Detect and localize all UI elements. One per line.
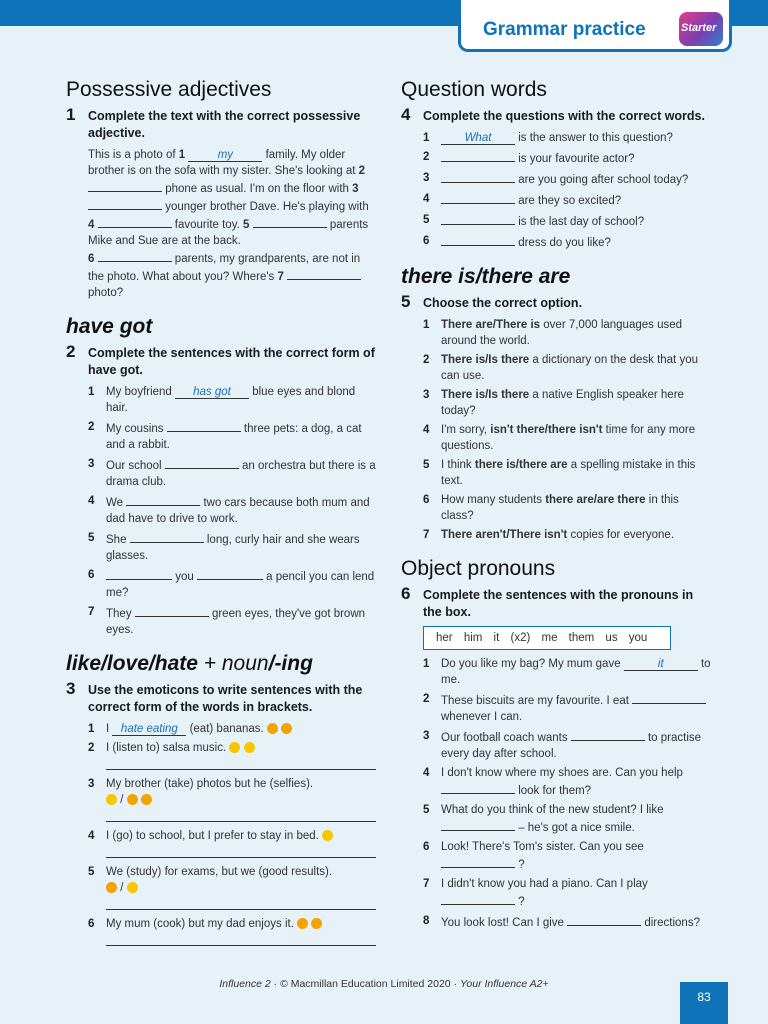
answer-line[interactable] (106, 896, 376, 910)
answer-blank[interactable] (126, 493, 200, 506)
exercise-list (401, 656, 713, 931)
list-item: 6 you a pencil you can lend me? (88, 569, 375, 599)
list-item: 3 My brother (take) photos but he (selfies). / (66, 776, 378, 822)
answer-line[interactable] (106, 756, 376, 770)
neutral-emoticon-icon (106, 794, 117, 805)
happy-emoticon-icon (229, 742, 240, 753)
page-footer: Influence 2 · © Macmillan Education Limited 2020 · Your Influence A2+ (219, 978, 549, 990)
list-item: 6 dress do you like? (423, 235, 611, 249)
answer-blank[interactable] (197, 567, 263, 580)
answer-blank[interactable]: it (624, 658, 698, 671)
answer-blank[interactable] (441, 212, 515, 225)
list-item: 1 There are/There is over 7,000 languages used around the world. (423, 319, 683, 347)
answer-line[interactable] (106, 844, 376, 858)
section-have-got (66, 315, 378, 638)
list-item: 1 Do you like my bag? My mum gave it to me. (423, 658, 711, 686)
angry-emoticon-icon (127, 794, 138, 805)
angry-emoticon-icon (311, 918, 322, 929)
section-like-love-hate (66, 652, 378, 946)
answer-blank[interactable] (441, 892, 515, 905)
answer-blank[interactable] (441, 233, 515, 246)
answer-blank[interactable]: hate eating (112, 723, 186, 736)
list-item: 1 I hate eating (eat) bananas. (66, 721, 378, 737)
list-item: 4 I (go) to school, but I prefer to stay in bed. (66, 828, 378, 858)
list-item: 4 are they so excited? (423, 193, 622, 207)
page-title: Grammar practice (483, 19, 646, 40)
answer-blank[interactable]: What (441, 132, 515, 145)
answer-blank[interactable] (571, 728, 645, 741)
list-item: 7 I didn't know you had a piano. Can I play ? (423, 878, 648, 908)
answer-blank[interactable] (98, 249, 172, 262)
list-item: 7 They green eyes, they've got brown eyes. (88, 606, 366, 636)
answer-blank[interactable]: has got (175, 386, 249, 399)
list-item: 6 My mum (cook) but my dad enjoys it. (66, 916, 378, 946)
exercise-instruction: 6 Complete the sentences with the pronouns in the box. (401, 584, 694, 619)
exercise-instruction: 5 Choose the correct option. (401, 292, 583, 311)
exercise-text: This is a photo of 1 my family. My older brother is on the sofa with my sister. She's looking at 2 phone as usual. I'm on the floor with 3 younger brother Dave. He's playing with 4 favourite toy. 5 parents Mike and Sue are at the back. 6 parents, my grandparents, are not in the photo. What about you? Where's 7 photo? (88, 149, 369, 299)
list-item: 5 What do you think of the new student? I like – he's got a nice smile. (423, 804, 664, 834)
starter-logo: Starter (679, 12, 723, 46)
exercise-list (401, 130, 713, 251)
section-title: like/love/hate + noun/-ing (66, 652, 313, 675)
answer-blank[interactable] (441, 855, 515, 868)
answer-blank[interactable] (98, 215, 172, 228)
list-item: 3 Our school an orchestra but there is a drama club. (88, 458, 376, 488)
list-item: 3 Our football coach wants to practise every day after school. (423, 730, 702, 760)
angry-emoticon-icon (106, 882, 117, 893)
angry-emoticon-icon (267, 723, 278, 734)
section-title: there is/there are (401, 265, 571, 288)
left-column (66, 78, 378, 960)
list-item: 2 There is/Is there a dictionary on the desk that you can use. (423, 354, 698, 382)
list-item: 3 There is/Is there a native English speaker here today? (423, 389, 684, 417)
section-object-pronouns (401, 557, 713, 931)
section-there-is (401, 265, 713, 543)
option-choice[interactable]: there is/there are (474, 459, 568, 471)
list-item: 8 You look lost! Can I give directions? (423, 915, 700, 929)
list-item: 4 We two cars because both mum and dad have to drive to work. (88, 495, 370, 525)
neutral-emoticon-icon (322, 830, 333, 841)
list-item: 2 These biscuits are my favourite. I eat whenever I can. (401, 691, 713, 725)
happy-emoticon-icon (127, 882, 138, 893)
answer-blank[interactable] (130, 530, 204, 543)
list-item: 2 I (listen to) salsa music. (66, 740, 378, 770)
answer-line[interactable] (106, 932, 376, 946)
section-title: Possessive adjectives (66, 78, 272, 101)
exercise-list (66, 721, 378, 946)
option-choice[interactable]: There is/Is there (441, 354, 530, 366)
list-item: 4 I'm sorry, isn't there/there isn't time for any more questions. (423, 424, 696, 452)
answer-blank[interactable] (567, 913, 641, 926)
answer-line[interactable] (106, 808, 376, 822)
exercise-instruction: 1 Complete the text with the correct possessive adjective. (66, 105, 361, 140)
answer-blank[interactable] (441, 170, 515, 183)
answer-blank[interactable] (135, 604, 209, 617)
right-column (401, 78, 713, 945)
answer-blank[interactable] (106, 567, 172, 580)
answer-blank[interactable] (167, 419, 241, 432)
answer-blank[interactable] (165, 456, 239, 469)
angry-emoticon-icon (141, 794, 152, 805)
happy-emoticon-icon (244, 742, 255, 753)
angry-emoticon-icon (281, 723, 292, 734)
section-question-words (401, 78, 713, 251)
answer-blank[interactable] (88, 197, 162, 210)
list-item: 7 There aren't/There isn't copies for everyone. (423, 529, 675, 541)
list-item: 1 What is the answer to this question? (423, 132, 673, 144)
header-tab (458, 0, 732, 52)
answer-blank[interactable] (287, 267, 361, 280)
section-title: have got (66, 315, 153, 338)
list-item: 5 She long, curly hair and she wears glasses. (88, 532, 360, 562)
list-item: 2 is your favourite actor? (423, 151, 635, 165)
section-title: Object pronouns (401, 557, 556, 580)
option-choice[interactable]: There aren't/There isn't (441, 529, 568, 541)
option-choice[interactable]: There are/There is (441, 319, 541, 331)
section-title: Question words (401, 78, 547, 101)
list-item: 5 is the last day of school? (423, 214, 645, 228)
list-item: 4 I don't know where my shoes are. Can you help look for them? (423, 767, 683, 797)
list-item: 2 My cousins three pets: a dog, a cat and a rabbit. (88, 421, 362, 451)
option-choice[interactable]: There is/Is there (441, 389, 530, 401)
page-number: 83 (680, 982, 728, 1024)
word-box: her him it (x2) me them us you (423, 626, 671, 650)
angry-emoticon-icon (297, 918, 308, 929)
option-choice[interactable]: there are/are there (545, 494, 646, 506)
list-item: 5 We (study) for exams, but we (good results). / (66, 864, 378, 910)
exercise-list (66, 384, 378, 638)
list-item: 5 I think there is/there are a spelling mistake in this text. (423, 459, 696, 487)
option-choice[interactable]: isn't there/there isn't (490, 424, 603, 436)
answer-blank[interactable] (88, 179, 162, 192)
answer-blank[interactable] (253, 215, 327, 228)
list-item: 6 How many students there are/are there in this class? (423, 494, 679, 522)
answer-blank[interactable]: my (188, 149, 262, 162)
list-item: 6 Look! There's Tom's sister. Can you see ? (423, 841, 644, 871)
answer-blank[interactable] (441, 191, 515, 204)
answer-blank[interactable] (441, 818, 515, 831)
list-item: 3 are you going after school today? (423, 172, 689, 186)
answer-blank[interactable] (441, 781, 515, 794)
answer-blank[interactable] (632, 691, 706, 704)
section-possessive (66, 78, 378, 301)
exercise-instruction: 4 Complete the questions with the correct words. (401, 105, 705, 124)
exercise-list (401, 317, 713, 543)
answer-blank[interactable] (441, 149, 515, 162)
list-item: 1 My boyfriend has got blue eyes and blond hair. (88, 386, 356, 414)
exercise-instruction: 3 Use the emoticons to write sentences with the correct form of the words in brackets. (66, 679, 363, 714)
exercise-instruction: 2 Complete the sentences with the correct form of have got. (66, 342, 375, 377)
